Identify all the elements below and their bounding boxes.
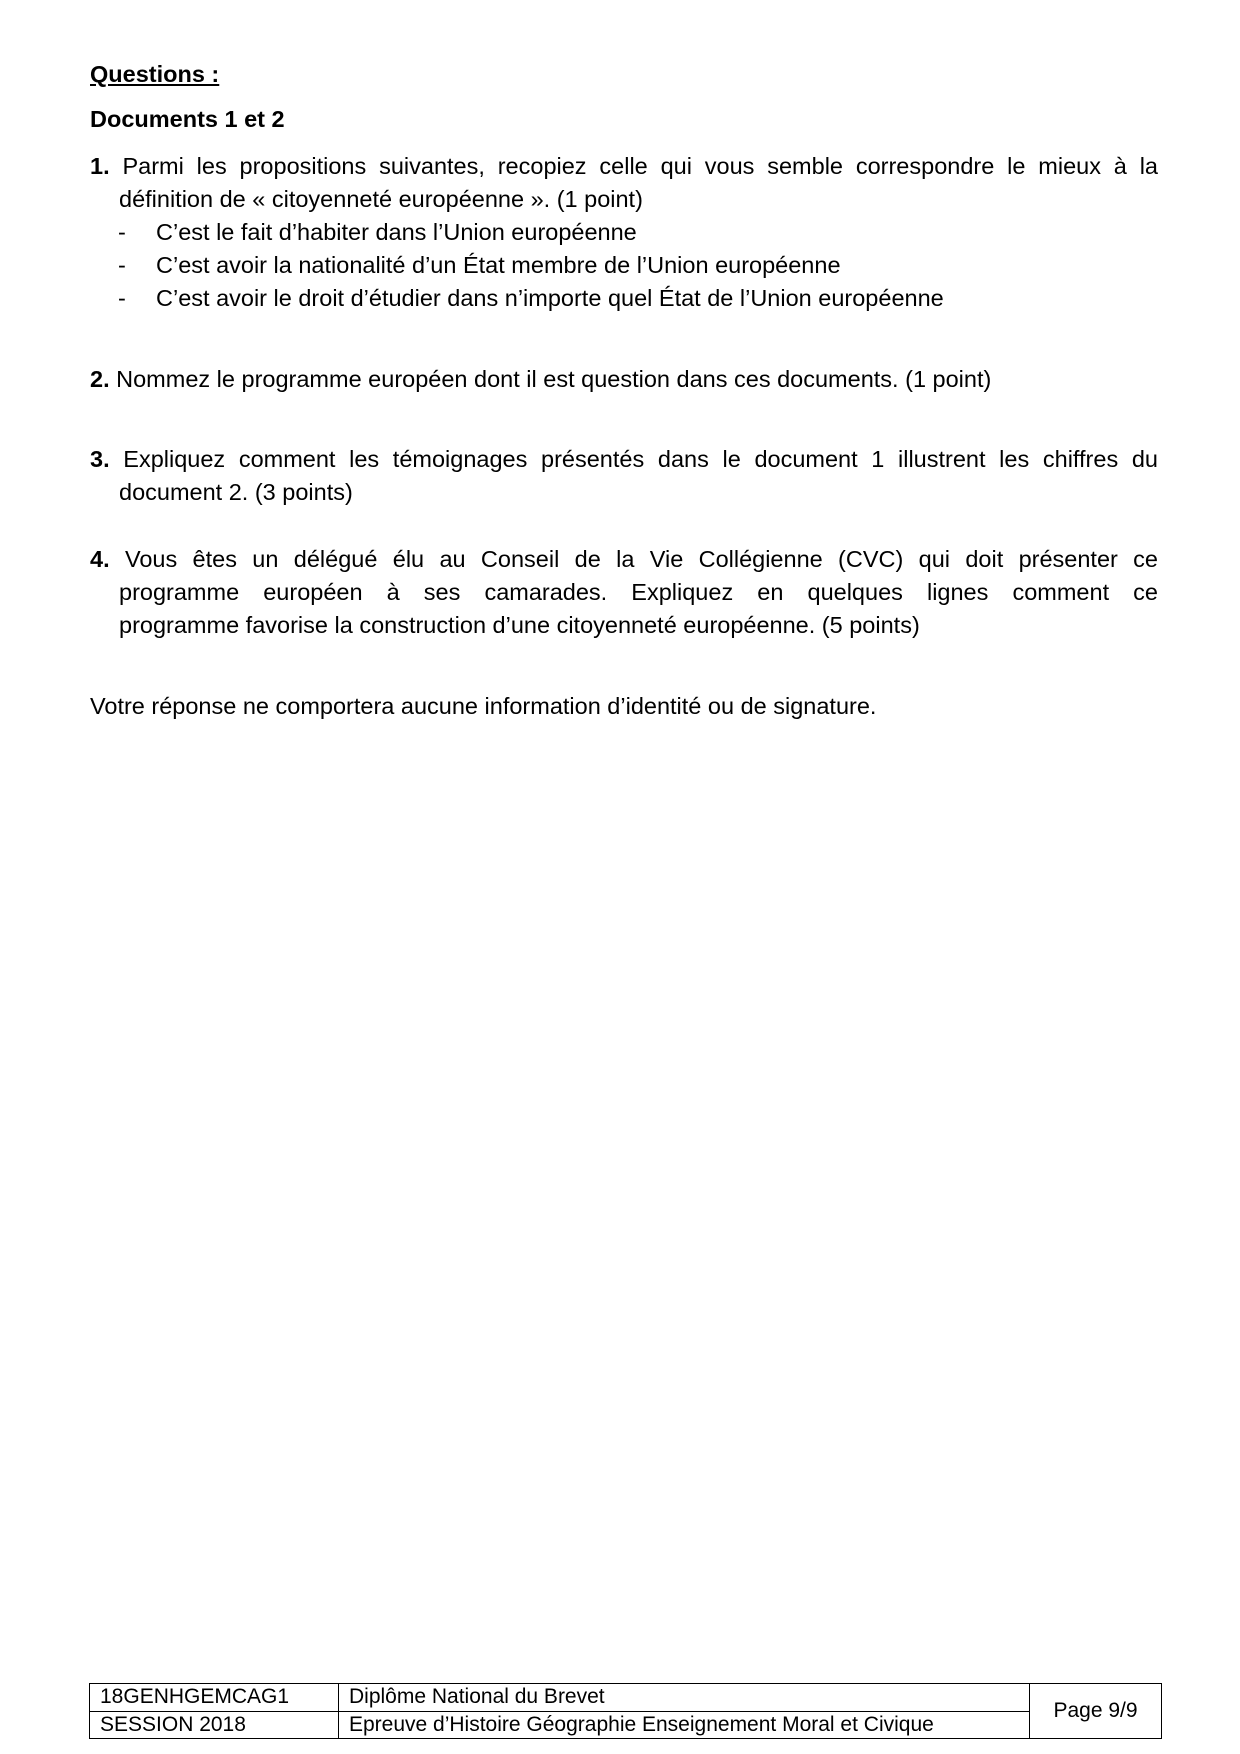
- question-text-continued: définition de « citoyenneté européenne ». (1 point): [119, 186, 643, 212]
- question-text: Parmi les propositions suivantes, recopiez celle qui vous semble correspondre le mieux à la: [122, 153, 1158, 179]
- question-2: [90, 363, 1158, 396]
- list-item: - C’est avoir le droit d’étudier dans n’importe quel État de l’Union européenne: [118, 285, 944, 311]
- question-number: 4.: [90, 546, 110, 572]
- question-text-continued: document 2. (3 points): [119, 479, 353, 505]
- session-label: SESSION 2018: [90, 1711, 339, 1739]
- question-number: 3.: [90, 446, 110, 472]
- question-number: 2.: [90, 366, 110, 392]
- questions-heading: Questions :: [90, 61, 220, 87]
- list-item: - C’est le fait d’habiter dans l’Union européenne: [118, 219, 637, 245]
- question-text: Expliquez comment les témoignages présentés dans le document 1 illustrent les chiffres du: [123, 446, 1158, 472]
- question-text: Vous êtes un délégué élu au Conseil de la Vie Collégienne (CVC) qui doit présenter ce: [124, 546, 1158, 572]
- exam-code: 18GENHGEMCAG1: [90, 1684, 339, 1712]
- question-text: Nommez le programme européen dont il est question dans ces documents. (1 point): [116, 366, 992, 392]
- instruction-note: Votre réponse ne comportera aucune information d’identité ou de signature.: [90, 693, 877, 719]
- question-3: [90, 443, 1158, 509]
- list-item: - C’est avoir la nationalité d’un État membre de l’Union européenne: [118, 252, 841, 278]
- question-number: 1.: [90, 153, 110, 179]
- question-1: [90, 150, 1158, 315]
- question-text-continued: programme européen à ses camarades. Expliquez en quelques lignes comment ce: [119, 579, 1158, 605]
- page-number: Page 9/9: [1030, 1684, 1162, 1739]
- question-text-continued: programme favorise la construction d’une citoyenneté européenne. (5 points): [119, 612, 920, 638]
- footer-table: [89, 1683, 1162, 1739]
- diploma-name: Diplôme National du Brevet: [339, 1684, 1030, 1712]
- question-4: [90, 543, 1158, 642]
- option-list: [90, 216, 1158, 315]
- exam-title: Epreuve d’Histoire Géographie Enseignement Moral et Civique: [339, 1711, 1030, 1739]
- documents-heading: Documents 1 et 2: [90, 106, 285, 132]
